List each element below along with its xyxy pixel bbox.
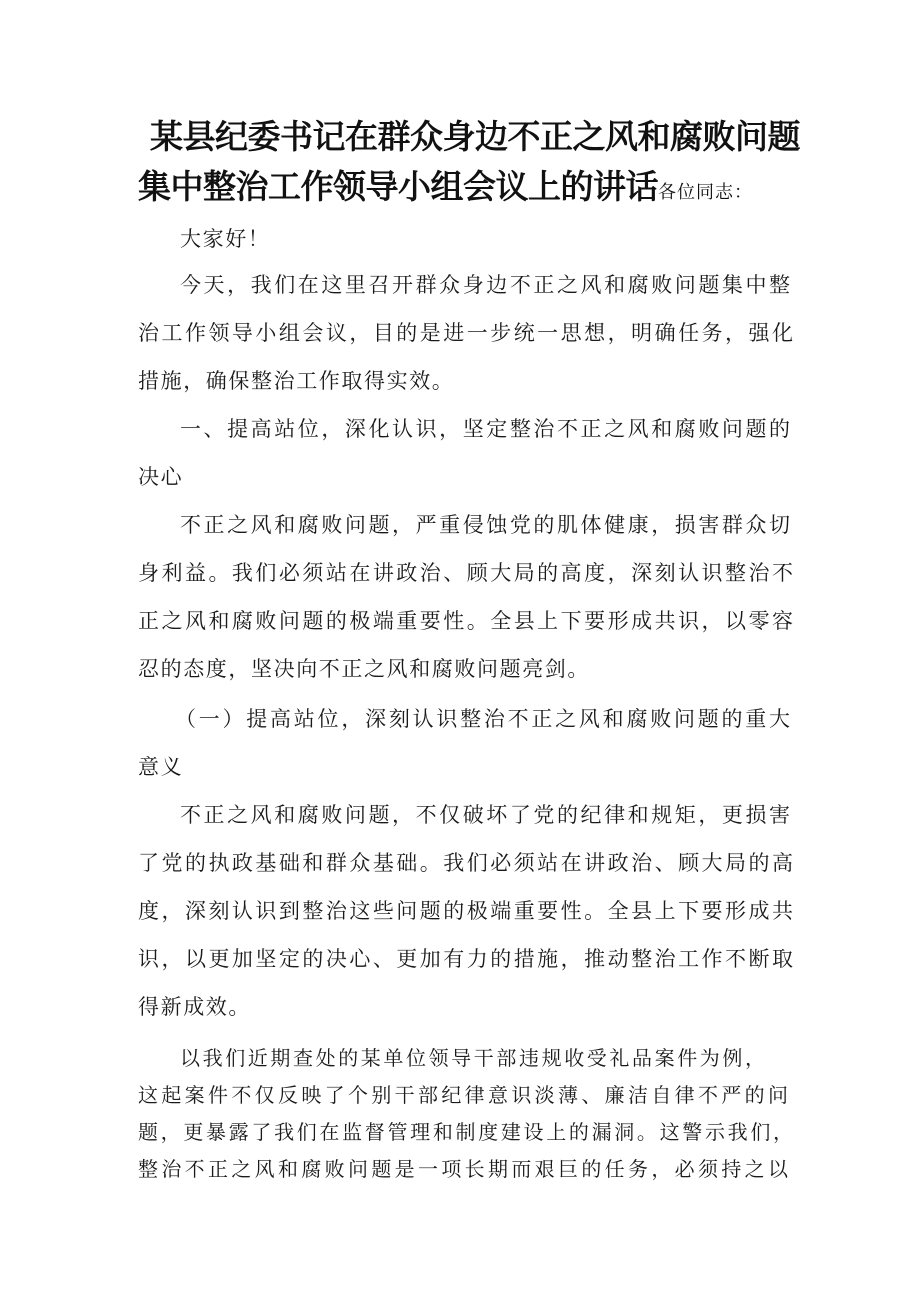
paragraph-3-line-3: 度，深刻认识到整治这些问题的极端重要性。全县上下要形成共 xyxy=(138,899,793,923)
paragraph-4-line-3: 题，更暴露了我们在监督管理和制度建设上的漏洞。这警示我们， xyxy=(138,1120,793,1144)
paragraph-1-line-1: 今天，我们在这里召开群众身边不正之风和腐败问题集中整 xyxy=(180,273,790,297)
section-heading-1-line-1: 一、提高站位，深化认识，坚定整治不正之风和腐败问题的 xyxy=(180,417,790,441)
paragraph-3-line-5: 得新成效。 xyxy=(138,995,251,1019)
paragraph-3-line-1: 不正之风和腐败问题，不仅破坏了党的纪律和规矩，更损害 xyxy=(180,803,790,827)
section-heading-1-line-2: 决心 xyxy=(138,465,184,489)
greeting: 大家好！ xyxy=(180,227,271,251)
paragraph-4-line-4: 整治不正之风和腐败问题是一项长期而艰巨的任务，必须持之以 xyxy=(138,1157,788,1181)
paragraph-3-line-4: 识，以更加坚定的决心、更加有力的措施，推动整治工作不断取 xyxy=(138,947,793,971)
document-title-line-2 xyxy=(138,162,798,218)
subheading-1-line-1: （一）提高站位，深刻认识整治不正之风和腐败问题的重大 xyxy=(175,707,790,731)
paragraph-1-line-2: 治工作领导小组会议，目的是进一步统一思想，明确任务，强化 xyxy=(138,321,793,345)
paragraph-4-line-2: 这起案件不仅反映了个别干部纪律意识淡薄、廉洁自律不严的问 xyxy=(138,1083,788,1107)
paragraph-2-line-1: 不正之风和腐败问题，严重侵蚀党的肌体健康，损害群众切 xyxy=(180,513,790,537)
paragraph-2-line-4: 忍的态度，坚决向不正之风和腐败问题亮剑。 xyxy=(138,657,590,681)
paragraph-3-line-2: 了党的执政基础和群众基础。我们必须站在讲政治、顾大局的高 xyxy=(138,851,793,875)
paragraph-2-line-2: 身利益。我们必须站在讲政治、顾大局的高度，深刻认识整治不 xyxy=(138,561,793,585)
paragraph-1-line-3: 措施，确保整治工作取得实效。 xyxy=(138,369,455,393)
subheading-1-line-2: 意义 xyxy=(138,755,184,779)
paragraph-2-line-3: 正之风和腐败问题的极端重要性。全县上下要形成共识，以零容 xyxy=(138,609,793,633)
document-title-line-2-text: 集中整治工作领导小组会议上的讲话 xyxy=(138,167,658,206)
paragraph-4-line-1: 以我们近期查处的某单位领导干部违规收受礼品案件为例， xyxy=(180,1046,765,1070)
salutation: 各位同志： xyxy=(658,182,753,203)
document-title-line-1: 某县纪委书记在群众身边不正之风和腐败问题 xyxy=(150,117,800,156)
